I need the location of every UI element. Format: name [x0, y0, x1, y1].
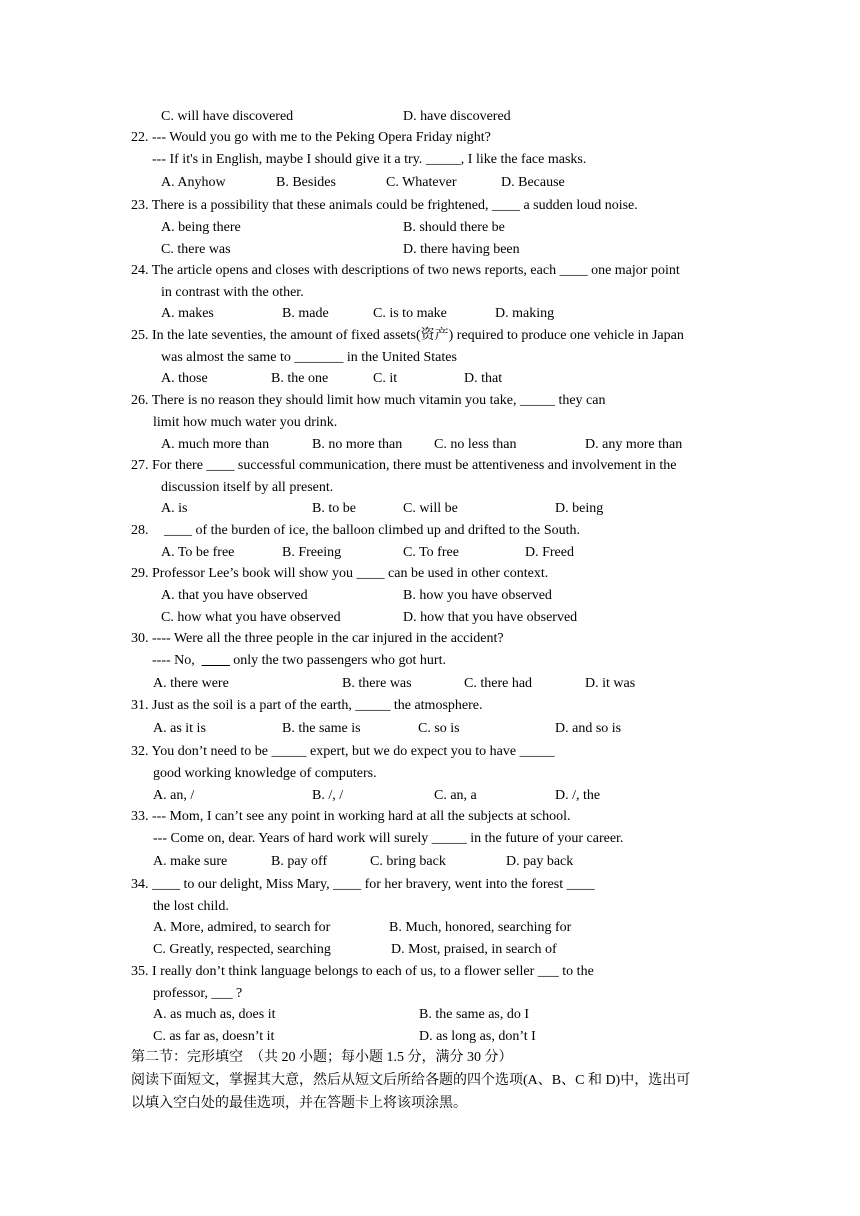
question-25-cont: was almost the same to _______ in the United States: [161, 350, 457, 365]
option-c: C. so is: [418, 721, 460, 736]
question-33: 33. --- Mom, I can’t see any point in working hard at all the subjects at school.: [131, 809, 571, 824]
option-a: A. as much as, does it: [153, 1007, 276, 1022]
option-d: D. making: [495, 306, 555, 321]
option-d: D. Freed: [525, 545, 574, 560]
option-c: C. will be: [403, 501, 458, 516]
question-34-cont: the lost child.: [153, 899, 229, 914]
question-26: 26. There is no reason they should limit how much vitamin you take, _____ they can: [131, 393, 606, 408]
question-30: 30. ---- Were all the three people in the car injured in the accident?: [131, 631, 504, 646]
option-d: D. how that you have observed: [403, 610, 578, 625]
option-b: B. no more than: [312, 437, 403, 452]
option-a: A. make sure: [153, 854, 228, 869]
question-28: ____ of the burden of ice, the balloon climbed up and drifted to the South.: [164, 523, 581, 538]
option-a: A. an, /: [153, 788, 195, 803]
question-25: 25. In the late seventies, the amount of fixed assets(资产) required to produce one vehicle in Japan: [131, 328, 684, 343]
question-30-reply: [152, 653, 446, 669]
option-c: C. Whatever: [386, 175, 457, 190]
option-a: A. To be free: [161, 545, 235, 560]
option-d: D. pay back: [506, 854, 574, 869]
option-a: A. much more than: [161, 437, 270, 452]
option-c: C. no less than: [434, 437, 517, 452]
instructions: 阅读下面短文，掌握其大意，然后从短文后所给各题的四个选项(A、B、C 和 D)中，选出可: [131, 1073, 691, 1088]
option-b: B. the same is: [282, 721, 361, 736]
option-c: C. is to make: [373, 306, 447, 321]
question-29: 29. Professor Lee’s book will show you ____ can be used in other context.: [131, 566, 549, 581]
option-b: B. there was: [342, 676, 412, 691]
option-c: C. there had: [464, 676, 533, 691]
option-a: A. those: [161, 371, 208, 386]
option-c: C. there was: [161, 242, 231, 257]
question-31: 31. Just as the soil is a part of the earth, _____ the atmosphere.: [131, 698, 483, 713]
question-22: 22. --- Would you go with me to the Peking Opera Friday night?: [131, 130, 491, 145]
option-d: D. have discovered: [403, 109, 511, 124]
question-23: 23. There is a possibility that these animals could be frightened, ____ a sudden loud noise.: [131, 198, 638, 213]
option-d: D. and so is: [555, 721, 622, 736]
option-b: B. the same as, do I: [419, 1007, 530, 1022]
option-a: A. makes: [161, 306, 214, 321]
option-a: A. as it is: [153, 721, 206, 736]
option-b: B. Freeing: [282, 545, 342, 560]
instructions: 以填入空白处的最佳选项，并在答题卡上将该项涂黑。: [131, 1096, 467, 1111]
question-33-reply: --- Come on, dear. Years of hard work will surely _____ in the future of your career.: [153, 831, 624, 846]
option-a: A. there were: [153, 676, 229, 691]
question-24-cont: in contrast with the other.: [161, 285, 304, 300]
option-a: A. is: [161, 501, 188, 516]
option-d: D. being: [555, 501, 604, 516]
option-b: B. /, /: [312, 788, 344, 803]
question-24: 24. The article opens and closes with descriptions of two news reports, each ____ one major point: [131, 263, 680, 278]
question-35: 35. I really don’t think language belongs to each of us, to a flower seller ___ to the: [131, 964, 594, 979]
option-d: D. it was: [585, 676, 636, 691]
option-c: C. To free: [403, 545, 459, 560]
option-d: D. Because: [501, 175, 565, 190]
option-d: D. Most, praised, in search of: [391, 942, 557, 957]
option-d: D. as long as, don’t I: [419, 1029, 536, 1044]
option-d: D. /, the: [555, 788, 601, 803]
reply-prefix: ---- No,: [152, 653, 202, 668]
question-26-cont: limit how much water you drink.: [153, 415, 338, 430]
option-c: C. an, a: [434, 788, 477, 803]
option-d: D. that: [464, 371, 503, 386]
option-b: B. to be: [312, 501, 356, 516]
question-32-cont: good working knowledge of computers.: [153, 766, 377, 781]
option-c: C. bring back: [370, 854, 446, 869]
question-number: 28.: [131, 523, 149, 538]
reply-suffix: only the two passengers who got hurt.: [229, 653, 446, 668]
question-35-cont: professor, ___ ?: [153, 986, 243, 1001]
question-32: 32. You don’t need to be _____ expert, but we do expect you to have _____: [131, 744, 555, 759]
option-b: B. should there be: [403, 220, 505, 235]
option-a: A. Anyhow: [161, 175, 226, 190]
question-34: 34. ____ to our delight, Miss Mary, ____ for her bravery, went into the forest ____: [131, 877, 595, 892]
option-b: B. Much, honored, searching for: [389, 920, 572, 935]
question-27: 27. For there ____ successful communication, there must be attentiveness and involvement in the: [131, 458, 677, 473]
question-27-cont: discussion itself by all present.: [161, 480, 334, 495]
option-c: C. it: [373, 371, 398, 386]
question-22-reply: --- If it's in English, maybe I should give it a try. _____, I like the face masks.: [152, 152, 587, 167]
option-c: C. will have discovered: [161, 109, 294, 124]
option-c: C. how what you have observed: [161, 610, 341, 625]
option-a: A. being there: [161, 220, 241, 235]
option-d: D. any more than: [585, 437, 683, 452]
option-a: A. More, admired, to search for: [153, 920, 331, 935]
option-c: C. Greatly, respected, searching: [153, 942, 331, 957]
option-b: B. pay off: [271, 854, 328, 869]
option-a: A. that you have observed: [161, 588, 308, 603]
section-heading: 第二节：完形填空 （共 20 小题；每小题 1.5 分，满分 30 分）: [131, 1050, 513, 1065]
option-b: B. made: [282, 306, 329, 321]
option-d: D. there having been: [403, 242, 520, 257]
option-b: B. how you have observed: [403, 588, 552, 603]
option-b: B. the one: [271, 371, 329, 386]
option-c: C. as far as, doesn’t it: [153, 1029, 275, 1044]
answer-blank: ____: [201, 653, 230, 668]
option-b: B. Besides: [276, 175, 336, 190]
